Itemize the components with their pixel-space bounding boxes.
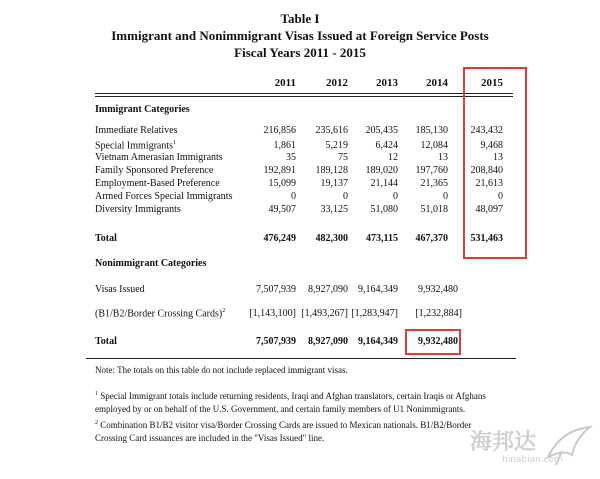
bcc-footnote-marker: 2 — [222, 308, 226, 314]
year-header-2011: 2011 — [274, 77, 296, 89]
immigrant-cell-2012: 33,125 — [320, 204, 348, 215]
year-header-2015: 2015 — [481, 77, 503, 89]
immigrant-cell-2011: 49,507 — [268, 204, 296, 215]
header-rule-2 — [95, 96, 513, 97]
immigrant-cell-2013: 12 — [388, 152, 398, 163]
footnote-1-text: Special Immigrant totals include returning residents, Iraqi and Afghan translators, certain Iraqis or Afghans — [100, 391, 486, 401]
footnote-1-line2: employed by or on behalf of the U.S. Government, and certain family members of U1 Nonimmigrants. — [95, 404, 466, 414]
immigrant-row-label — [95, 204, 181, 215]
immigrant-cell-2012: 5,219 — [325, 140, 348, 151]
immigrant-cell-2015: 208,840 — [470, 165, 503, 176]
visas-issued-2014: 9,932,480 — [418, 284, 458, 295]
immigrant-cell-2015: 48,097 — [475, 204, 503, 215]
watermark-url: hinabian.com — [502, 455, 563, 465]
immigrant-row-label-text: Diversity Immigrants — [95, 204, 181, 215]
immigrant-total-2011: 476,249 — [263, 233, 296, 244]
immigrant-cell-2014: 197,760 — [415, 165, 448, 176]
bottom-rule — [86, 358, 516, 359]
immigrant-cell-2014: 0 — [443, 191, 448, 202]
immigrant-cell-2013: 51,080 — [370, 204, 398, 215]
immigrant-cell-2011: 0 — [291, 191, 296, 202]
immigrant-cell-2011: 1,861 — [273, 140, 296, 151]
immigrant-total-2014: 467,370 — [415, 233, 448, 244]
nonimmigrant-total-2011: 7,507,939 — [256, 336, 296, 347]
immigrant-cell-2011: 15,099 — [268, 178, 296, 189]
immigrant-cell-2013: 205,435 — [365, 125, 398, 136]
immigrant-cell-2015: 0 — [498, 191, 503, 202]
bcc-label — [95, 308, 225, 319]
immigrant-cell-2015: 9,468 — [480, 140, 503, 151]
highlight-2015-column — [463, 67, 527, 259]
immigrant-cell-2014: 185,130 — [415, 125, 448, 136]
visas-issued-2011: 7,507,939 — [256, 284, 296, 295]
nonimmigrant-total-2014: 9,932,480 — [418, 336, 458, 347]
bcc-2014: [1,232,884] — [415, 308, 462, 319]
watermark-cn: 海邦达 — [470, 430, 537, 455]
immigrant-cell-2012: 189,128 — [315, 165, 348, 176]
immigrant-cell-2013: 21,144 — [370, 178, 398, 189]
visas-issued-2013: 9,164,349 — [358, 284, 398, 295]
immigrant-row-label — [95, 165, 213, 176]
footnote-2-line2: Crossing Card issuances are included in the "Visas Issued" line. — [95, 433, 325, 443]
immigrant-row-label-text: Vietnam Amerasian Immigrants — [95, 152, 223, 163]
immigrant-cell-2012: 0 — [343, 191, 348, 202]
footnote-2-marker: 2 — [95, 420, 98, 426]
immigrant-row-label-text: Immediate Relatives — [95, 125, 178, 136]
immigrant-cell-2014: 12,084 — [420, 140, 448, 151]
immigrant-cell-2015: 13 — [493, 152, 503, 163]
table-title: Table I — [280, 11, 320, 26]
immigrant-row-label-text: Armed Forces Special Immigrants — [95, 191, 233, 202]
watermark — [440, 421, 600, 474]
immigrant-cell-2012: 235,616 — [315, 125, 348, 136]
year-header-2012: 2012 — [326, 77, 348, 89]
immigrant-cell-2012: 19,137 — [320, 178, 348, 189]
year-header-2014: 2014 — [426, 77, 448, 89]
table-note: Note: The totals on this table do not include replaced immigrant visas. — [95, 365, 348, 375]
immigrant-cell-2014: 21,365 — [420, 178, 448, 189]
immigrant-cell-2013: 6,424 — [375, 140, 398, 151]
visas-issued-label: Visas Issued — [95, 284, 145, 295]
fiscal-years: Fiscal Years 2011 - 2015 — [234, 45, 366, 60]
nonimmigrant-total-2012: 8,927,090 — [308, 336, 348, 347]
bcc-2011: [1,143,100] — [249, 308, 296, 319]
immigrant-cell-2013: 189,020 — [365, 165, 398, 176]
nonimmigrant-total-2013: 9,164,349 — [358, 336, 398, 347]
immigrant-cell-2015: 243,432 — [470, 125, 503, 136]
immigrant-total-label: Total — [95, 233, 117, 244]
immigrant-row-label — [95, 152, 223, 163]
immigrant-cell-2014: 13 — [438, 152, 448, 163]
visas-issued-2012: 8,927,090 — [308, 284, 348, 295]
footnote-1-line1 — [95, 391, 486, 401]
immigrant-cell-2012: 75 — [338, 152, 348, 163]
immigrant-total-2013: 473,115 — [366, 233, 398, 244]
nonimmigrant-total-label: Total — [95, 336, 117, 347]
immigrant-row-label-text: Family Sponsored Preference — [95, 165, 214, 176]
immigrant-row-label — [95, 178, 220, 189]
nonimmigrant-heading: Nonimmigrant Categories — [95, 258, 207, 269]
bcc-2012: [1,493,267] — [301, 308, 348, 319]
header-rule — [95, 93, 513, 94]
bcc-label-text: (B1/B2/Border Crossing Cards) — [95, 308, 223, 320]
immigrant-row-label-text: Special Immigrants — [95, 140, 174, 152]
immigrant-cell-2011: 216,856 — [263, 125, 296, 136]
immigrant-cell-2011: 192,891 — [263, 165, 296, 176]
table-subtitle: Immigrant and Nonimmigrant Visas Issued at Foreign Service Posts — [111, 28, 489, 43]
immigrant-row-label — [95, 140, 176, 151]
immigrant-row-label — [95, 125, 177, 136]
immigrant-row-label-text: Employment-Based Preference — [95, 178, 220, 189]
footnote-2-line1 — [95, 420, 471, 430]
immigrant-cell-2013: 0 — [393, 191, 398, 202]
immigrant-total-2012: 482,300 — [315, 233, 348, 244]
immigrant-cell-2011: 35 — [286, 152, 296, 163]
year-header-2013: 2013 — [376, 77, 398, 89]
highlight-2014-total — [405, 329, 461, 355]
immigrant-heading: Immigrant Categories — [95, 104, 190, 115]
footnote-2-text: Combination B1/B2 visitor visa/Border Crossing Cards are issued to Mexican nationals. B1/B2/Border — [100, 420, 472, 430]
immigrant-cell-2014: 51,018 — [420, 204, 448, 215]
footnote-marker: 1 — [173, 140, 177, 146]
bcc-2013: [1,283,947] — [351, 308, 398, 319]
immigrant-row-label — [95, 191, 232, 202]
immigrant-total-2015: 531,463 — [470, 233, 503, 244]
immigrant-cell-2015: 21,613 — [475, 178, 503, 189]
footnote-1-marker: 1 — [95, 391, 98, 397]
